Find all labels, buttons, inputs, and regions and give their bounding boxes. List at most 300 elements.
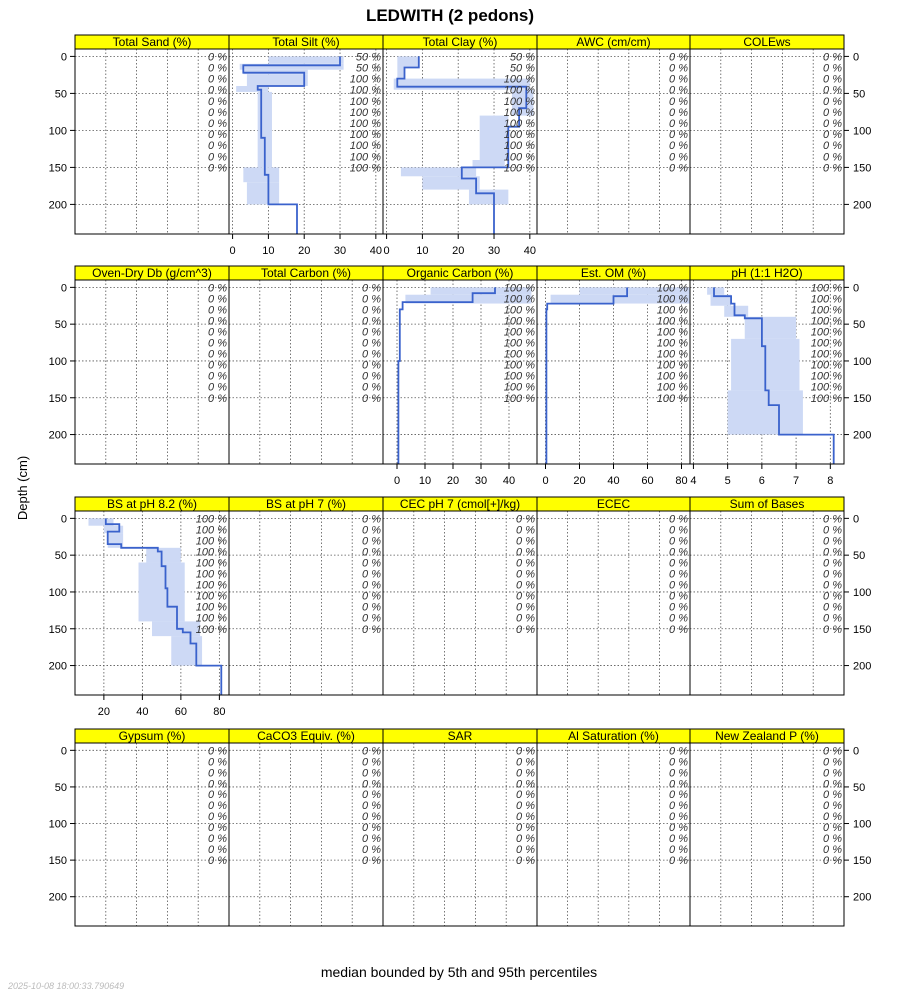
pct-label: 0 % xyxy=(516,524,535,537)
pct-label: 0 % xyxy=(362,535,381,548)
pct-label: 0 % xyxy=(208,844,227,857)
pct-label: 0 % xyxy=(362,612,381,625)
panel-title: CaCO3 Equiv. (%) xyxy=(257,729,355,743)
x-tick-label: 30 xyxy=(333,245,347,257)
pct-label: 100 % xyxy=(503,84,535,97)
pct-label: 0 % xyxy=(823,118,842,130)
pct-label: 100 % xyxy=(503,95,535,108)
pct-label: 0 % xyxy=(208,833,227,846)
pct-label: 0 % xyxy=(823,778,842,791)
pct-label: 0 % xyxy=(669,612,688,625)
pct-label: 50 % xyxy=(509,51,535,64)
pct-label: 100 % xyxy=(195,601,227,614)
pct-label: 0 % xyxy=(669,844,688,857)
pct-label: 0 % xyxy=(669,590,688,603)
pct-label: 0 % xyxy=(208,140,227,153)
pct-label: 0 % xyxy=(823,73,842,86)
pct-label: 100 % xyxy=(503,359,535,372)
pct-label: 0 % xyxy=(208,118,227,130)
pct-label: 0 % xyxy=(362,623,381,636)
pct-label: 0 % xyxy=(823,84,842,97)
pct-label: 0 % xyxy=(362,557,381,570)
y-tick-label: 0 xyxy=(853,51,860,64)
pct-label: 100 % xyxy=(349,118,381,130)
pct-label: 0 % xyxy=(208,348,227,361)
pct-label: 0 % xyxy=(823,789,842,802)
pct-label: 100 % xyxy=(656,348,688,361)
y-tick-label: 100 xyxy=(48,125,67,138)
pct-label: 0 % xyxy=(823,524,842,537)
panel xyxy=(229,35,383,257)
pct-label: 0 % xyxy=(362,304,381,317)
pct-label: 0 % xyxy=(669,745,688,758)
panel-title: Gypsum (%) xyxy=(118,729,186,743)
pct-label: 100 % xyxy=(656,370,688,383)
pct-label: 0 % xyxy=(823,623,842,636)
y-tick-label: 150 xyxy=(48,855,67,868)
pct-label: 0 % xyxy=(516,513,535,526)
percentile-band xyxy=(745,317,796,339)
pct-label: 100 % xyxy=(349,129,381,142)
panel-title: Total Carbon (%) xyxy=(260,266,352,280)
panel xyxy=(690,35,871,234)
x-tick-label: 30 xyxy=(487,245,501,257)
pct-label: 0 % xyxy=(516,601,535,614)
panel-title: Total Clay (%) xyxy=(422,35,498,49)
pct-label: 0 % xyxy=(669,767,688,780)
panel-title: Est. OM (%) xyxy=(580,266,647,280)
panel xyxy=(690,729,871,926)
panel-frame xyxy=(690,49,844,234)
panels-group xyxy=(49,35,872,926)
y-tick-label: 150 xyxy=(853,392,872,405)
pct-label: 0 % xyxy=(669,129,688,142)
y-tick-label: 50 xyxy=(853,88,866,101)
pct-label: 100 % xyxy=(503,73,535,86)
pct-label: 100 % xyxy=(503,129,535,142)
pct-label: 0 % xyxy=(516,833,535,846)
pct-label: 0 % xyxy=(362,524,381,537)
pct-label: 0 % xyxy=(516,855,535,868)
pct-label: 0 % xyxy=(516,756,535,769)
pct-label: 0 % xyxy=(669,524,688,537)
panel-title: Total Sand (%) xyxy=(112,35,192,49)
pct-label: 0 % xyxy=(362,778,381,791)
pct-label: 100 % xyxy=(810,370,842,383)
panel-title: BS at pH 7 (%) xyxy=(265,497,347,511)
x-tick-label: 40 xyxy=(523,245,536,257)
pct-label: 0 % xyxy=(823,568,842,581)
pct-label: 0 % xyxy=(362,348,381,361)
panel-title: Oven-Dry Db (g/cm^3) xyxy=(92,266,212,280)
pct-label: 100 % xyxy=(349,151,381,164)
pct-label: 100 % xyxy=(195,524,227,537)
percentile-band xyxy=(171,636,202,665)
y-tick-label: 0 xyxy=(60,513,67,526)
y-tick-label: 100 xyxy=(853,818,872,831)
x-tick-label: 7 xyxy=(793,475,800,487)
pct-label: 0 % xyxy=(823,62,842,75)
pct-label: 0 % xyxy=(208,359,227,372)
pct-label: 100 % xyxy=(503,106,535,119)
pct-label: 0 % xyxy=(823,151,842,164)
y-tick-label: 150 xyxy=(853,855,872,868)
pct-label: 0 % xyxy=(208,106,227,119)
pct-label: 0 % xyxy=(362,855,381,868)
pct-label: 100 % xyxy=(810,348,842,361)
panel xyxy=(49,497,229,718)
pct-label: 0 % xyxy=(362,789,381,802)
pct-label: 0 % xyxy=(823,756,842,769)
pct-label: 0 % xyxy=(823,546,842,559)
pct-label: 50 % xyxy=(509,62,535,75)
pct-label: 0 % xyxy=(516,822,535,835)
x-tick-label: 40 xyxy=(369,245,382,257)
pct-label: 100 % xyxy=(349,95,381,108)
pct-label: 100 % xyxy=(503,326,535,339)
pct-label: 0 % xyxy=(669,84,688,97)
pct-label: 0 % xyxy=(516,844,535,857)
pct-label: 0 % xyxy=(669,513,688,526)
pct-label: 100 % xyxy=(656,282,688,295)
pct-label: 0 % xyxy=(208,293,227,306)
panel-title: ECEC xyxy=(596,497,631,511)
x-tick-label: 5 xyxy=(724,475,731,487)
pct-label: 0 % xyxy=(516,767,535,780)
x-tick-label: 80 xyxy=(675,475,688,487)
y-tick-label: 50 xyxy=(853,550,866,563)
pct-label: 0 % xyxy=(362,756,381,769)
panel xyxy=(383,497,537,695)
pct-label: 100 % xyxy=(503,315,535,328)
pct-label: 0 % xyxy=(823,800,842,813)
pct-label: 0 % xyxy=(823,612,842,625)
pct-label: 100 % xyxy=(503,381,535,394)
percentile-band xyxy=(401,167,476,176)
x-tick-label: 4 xyxy=(690,475,697,487)
pct-label: 0 % xyxy=(362,833,381,846)
pct-label: 0 % xyxy=(208,855,227,868)
pct-label: 0 % xyxy=(362,282,381,295)
y-tick-label: 150 xyxy=(48,392,67,405)
x-tick-label: 0 xyxy=(229,245,236,257)
panel-frame xyxy=(537,49,690,234)
x-tick-label: 0 xyxy=(542,475,549,487)
pct-label: 100 % xyxy=(349,140,381,153)
panel xyxy=(229,266,383,464)
x-tick-label: 10 xyxy=(262,245,275,257)
panel-title: AWC (cm/cm) xyxy=(576,35,651,49)
panel xyxy=(690,497,871,695)
pct-label: 100 % xyxy=(195,590,227,603)
pct-label: 0 % xyxy=(669,623,688,636)
pct-label: 0 % xyxy=(823,140,842,153)
pct-label: 0 % xyxy=(208,392,227,405)
pct-label: 0 % xyxy=(362,811,381,824)
pct-label: 100 % xyxy=(656,359,688,372)
panel xyxy=(690,266,871,487)
panel xyxy=(537,35,690,234)
pct-label: 0 % xyxy=(362,359,381,372)
pct-label: 0 % xyxy=(208,73,227,86)
y-tick-label: 100 xyxy=(48,818,67,831)
pct-label: 0 % xyxy=(823,822,842,835)
y-tick-label: 50 xyxy=(54,781,67,794)
x-tick-label: 30 xyxy=(474,475,488,487)
pct-label: 0 % xyxy=(669,822,688,835)
panel-title: pH (1:1 H2O) xyxy=(731,266,803,280)
pct-label: 0 % xyxy=(669,118,688,130)
pct-label: 0 % xyxy=(516,800,535,813)
y-tick-label: 200 xyxy=(48,660,67,673)
pct-label: 0 % xyxy=(208,51,227,64)
y-tick-label: 200 xyxy=(48,429,67,442)
pct-label: 100 % xyxy=(503,162,535,175)
pct-label: 0 % xyxy=(823,129,842,142)
pct-label: 0 % xyxy=(669,789,688,802)
y-tick-label: 200 xyxy=(853,660,872,673)
pct-label: 0 % xyxy=(669,151,688,164)
pct-label: 0 % xyxy=(208,789,227,802)
pct-label: 100 % xyxy=(195,568,227,581)
pct-label: 0 % xyxy=(362,326,381,339)
pct-label: 100 % xyxy=(503,293,535,306)
pct-label: 0 % xyxy=(823,745,842,758)
percentile-band xyxy=(397,56,418,67)
pct-label: 0 % xyxy=(362,381,381,394)
panel-frame xyxy=(537,511,690,695)
panel-frame xyxy=(537,743,690,926)
pct-label: 0 % xyxy=(208,304,227,317)
y-tick-label: 200 xyxy=(48,891,67,904)
pct-label: 0 % xyxy=(823,855,842,868)
panel-frame xyxy=(229,743,383,926)
pct-label: 0 % xyxy=(208,800,227,813)
panel-frame xyxy=(383,743,537,926)
pct-label: 0 % xyxy=(669,579,688,592)
pct-label: 0 % xyxy=(823,590,842,603)
pct-label: 100 % xyxy=(656,326,688,339)
panel-title: SAR xyxy=(447,729,473,743)
pct-label: 0 % xyxy=(516,789,535,802)
pct-label: 0 % xyxy=(362,745,381,758)
percentile-band xyxy=(152,621,200,636)
percentile-band xyxy=(707,287,724,294)
pct-label: 50 % xyxy=(355,51,381,64)
panel xyxy=(537,266,690,487)
pct-label: 100 % xyxy=(810,326,842,339)
pct-label: 100 % xyxy=(810,315,842,328)
pct-label: 0 % xyxy=(669,140,688,153)
pct-label: 0 % xyxy=(669,106,688,119)
pct-label: 0 % xyxy=(208,84,227,97)
percentile-band xyxy=(469,190,508,205)
percentile-band xyxy=(473,160,505,167)
x-tick-label: 0 xyxy=(383,245,390,257)
pct-label: 0 % xyxy=(669,162,688,175)
panel-title: CEC pH 7 (cmol[+]/kg) xyxy=(399,497,521,511)
pct-label: 0 % xyxy=(362,293,381,306)
y-tick-label: 0 xyxy=(853,513,860,526)
panel-title: New Zealand P (%) xyxy=(715,729,819,743)
pct-label: 0 % xyxy=(516,579,535,592)
pct-label: 0 % xyxy=(362,800,381,813)
pct-label: 0 % xyxy=(516,568,535,581)
pct-label: 0 % xyxy=(823,513,842,526)
x-tick-label: 20 xyxy=(446,475,460,487)
pct-label: 0 % xyxy=(362,315,381,328)
percentile-band xyxy=(247,74,308,86)
x-tick-label: 60 xyxy=(174,706,187,718)
y-tick-label: 50 xyxy=(853,781,866,794)
pct-label: 100 % xyxy=(195,535,227,548)
pct-label: 100 % xyxy=(810,392,842,405)
pct-label: 0 % xyxy=(362,513,381,526)
pct-label: 0 % xyxy=(516,612,535,625)
panel-title: Al Saturation (%) xyxy=(568,729,659,743)
y-tick-label: 200 xyxy=(853,199,872,212)
pct-label: 100 % xyxy=(810,293,842,306)
pct-label: 0 % xyxy=(362,337,381,350)
pct-label: 0 % xyxy=(669,855,688,868)
pct-label: 0 % xyxy=(516,623,535,636)
y-axis-label: Depth (cm) xyxy=(15,455,30,521)
x-tick-label: 40 xyxy=(502,475,516,487)
pct-label: 0 % xyxy=(208,62,227,75)
footer-note: median bounded by 5th and 95th percentiles xyxy=(320,964,598,980)
y-tick-label: 100 xyxy=(48,355,67,368)
pct-label: 0 % xyxy=(823,767,842,780)
pct-label: 0 % xyxy=(208,381,227,394)
pct-label: 0 % xyxy=(669,756,688,769)
panel-title: COLEws xyxy=(743,35,791,49)
pct-label: 100 % xyxy=(503,151,535,164)
pct-label: 0 % xyxy=(669,833,688,846)
pct-label: 0 % xyxy=(823,601,842,614)
percentile-band xyxy=(728,390,803,434)
percentile-band xyxy=(397,68,404,79)
y-tick-label: 50 xyxy=(54,550,67,563)
y-tick-label: 200 xyxy=(853,429,872,442)
x-tick-label: 10 xyxy=(416,245,429,257)
x-tick-label: 20 xyxy=(97,706,110,718)
panel-title: Sum of Bases xyxy=(729,497,805,511)
pct-label: 0 % xyxy=(362,601,381,614)
pct-label: 100 % xyxy=(656,293,688,306)
pct-label: 0 % xyxy=(208,778,227,791)
pct-label: 0 % xyxy=(516,745,535,758)
pct-label: 0 % xyxy=(516,778,535,791)
y-tick-label: 50 xyxy=(853,319,866,332)
panel-frame xyxy=(75,49,229,234)
pct-label: 0 % xyxy=(669,601,688,614)
x-tick-label: 20 xyxy=(298,245,311,257)
panel-frame xyxy=(229,511,383,695)
pct-label: 100 % xyxy=(349,73,381,86)
y-tick-label: 150 xyxy=(853,162,872,175)
pct-label: 100 % xyxy=(810,304,842,317)
pct-label: 100 % xyxy=(656,381,688,394)
panel xyxy=(537,497,690,695)
y-tick-label: 150 xyxy=(853,623,872,636)
pct-label: 100 % xyxy=(349,162,381,175)
pct-label: 0 % xyxy=(208,151,227,164)
panel-frame xyxy=(229,280,383,464)
pct-label: 50 % xyxy=(355,62,381,75)
pct-label: 0 % xyxy=(362,568,381,581)
pct-label: 0 % xyxy=(208,95,227,108)
pct-label: 0 % xyxy=(823,833,842,846)
percentile-band xyxy=(146,548,181,563)
panel-title: Organic Carbon (%) xyxy=(406,266,514,280)
x-tick-label: 80 xyxy=(213,706,226,718)
pct-label: 0 % xyxy=(669,535,688,548)
pct-label: 0 % xyxy=(516,557,535,570)
pct-label: 0 % xyxy=(208,337,227,350)
y-tick-label: 50 xyxy=(54,319,67,332)
pct-label: 0 % xyxy=(208,370,227,383)
y-tick-label: 100 xyxy=(853,586,872,599)
pct-label: 0 % xyxy=(362,844,381,857)
pct-label: 0 % xyxy=(823,579,842,592)
pct-label: 0 % xyxy=(516,811,535,824)
pct-label: 100 % xyxy=(195,513,227,526)
pct-label: 100 % xyxy=(503,118,535,130)
panel-frame xyxy=(383,511,537,695)
y-tick-label: 200 xyxy=(48,199,67,212)
percentile-band xyxy=(243,167,279,182)
pct-label: 0 % xyxy=(669,73,688,86)
pct-label: 0 % xyxy=(823,51,842,64)
y-tick-label: 100 xyxy=(853,355,872,368)
x-tick-label: 8 xyxy=(827,475,834,487)
pct-label: 100 % xyxy=(349,106,381,119)
y-tick-label: 0 xyxy=(60,745,67,758)
panel-title: BS at pH 8.2 (%) xyxy=(106,497,198,511)
y-tick-label: 0 xyxy=(60,282,67,295)
pct-label: 100 % xyxy=(195,623,227,636)
chart-title: LEDWITH (2 pedons) xyxy=(365,6,535,25)
percentile-band xyxy=(247,182,279,204)
pct-label: 100 % xyxy=(349,84,381,97)
y-tick-label: 0 xyxy=(853,282,860,295)
pct-label: 0 % xyxy=(516,535,535,548)
panel xyxy=(383,729,537,926)
panel xyxy=(383,35,537,257)
median-line xyxy=(546,287,627,464)
percentile-band xyxy=(268,56,343,63)
panel xyxy=(383,266,537,487)
pct-label: 100 % xyxy=(810,282,842,295)
pct-label: 0 % xyxy=(208,129,227,142)
y-tick-label: 0 xyxy=(60,51,67,64)
pct-label: 0 % xyxy=(362,370,381,383)
pct-label: 0 % xyxy=(823,844,842,857)
pct-label: 0 % xyxy=(208,282,227,295)
pct-label: 100 % xyxy=(656,337,688,350)
pct-label: 0 % xyxy=(669,557,688,570)
panel xyxy=(49,729,229,926)
pct-label: 0 % xyxy=(669,95,688,108)
pct-label: 0 % xyxy=(208,811,227,824)
pct-label: 0 % xyxy=(823,557,842,570)
pct-label: 0 % xyxy=(362,767,381,780)
x-tick-label: 20 xyxy=(452,245,465,257)
x-tick-label: 6 xyxy=(758,475,765,487)
pct-label: 100 % xyxy=(503,282,535,295)
panel xyxy=(229,497,383,695)
pct-label: 0 % xyxy=(516,590,535,603)
